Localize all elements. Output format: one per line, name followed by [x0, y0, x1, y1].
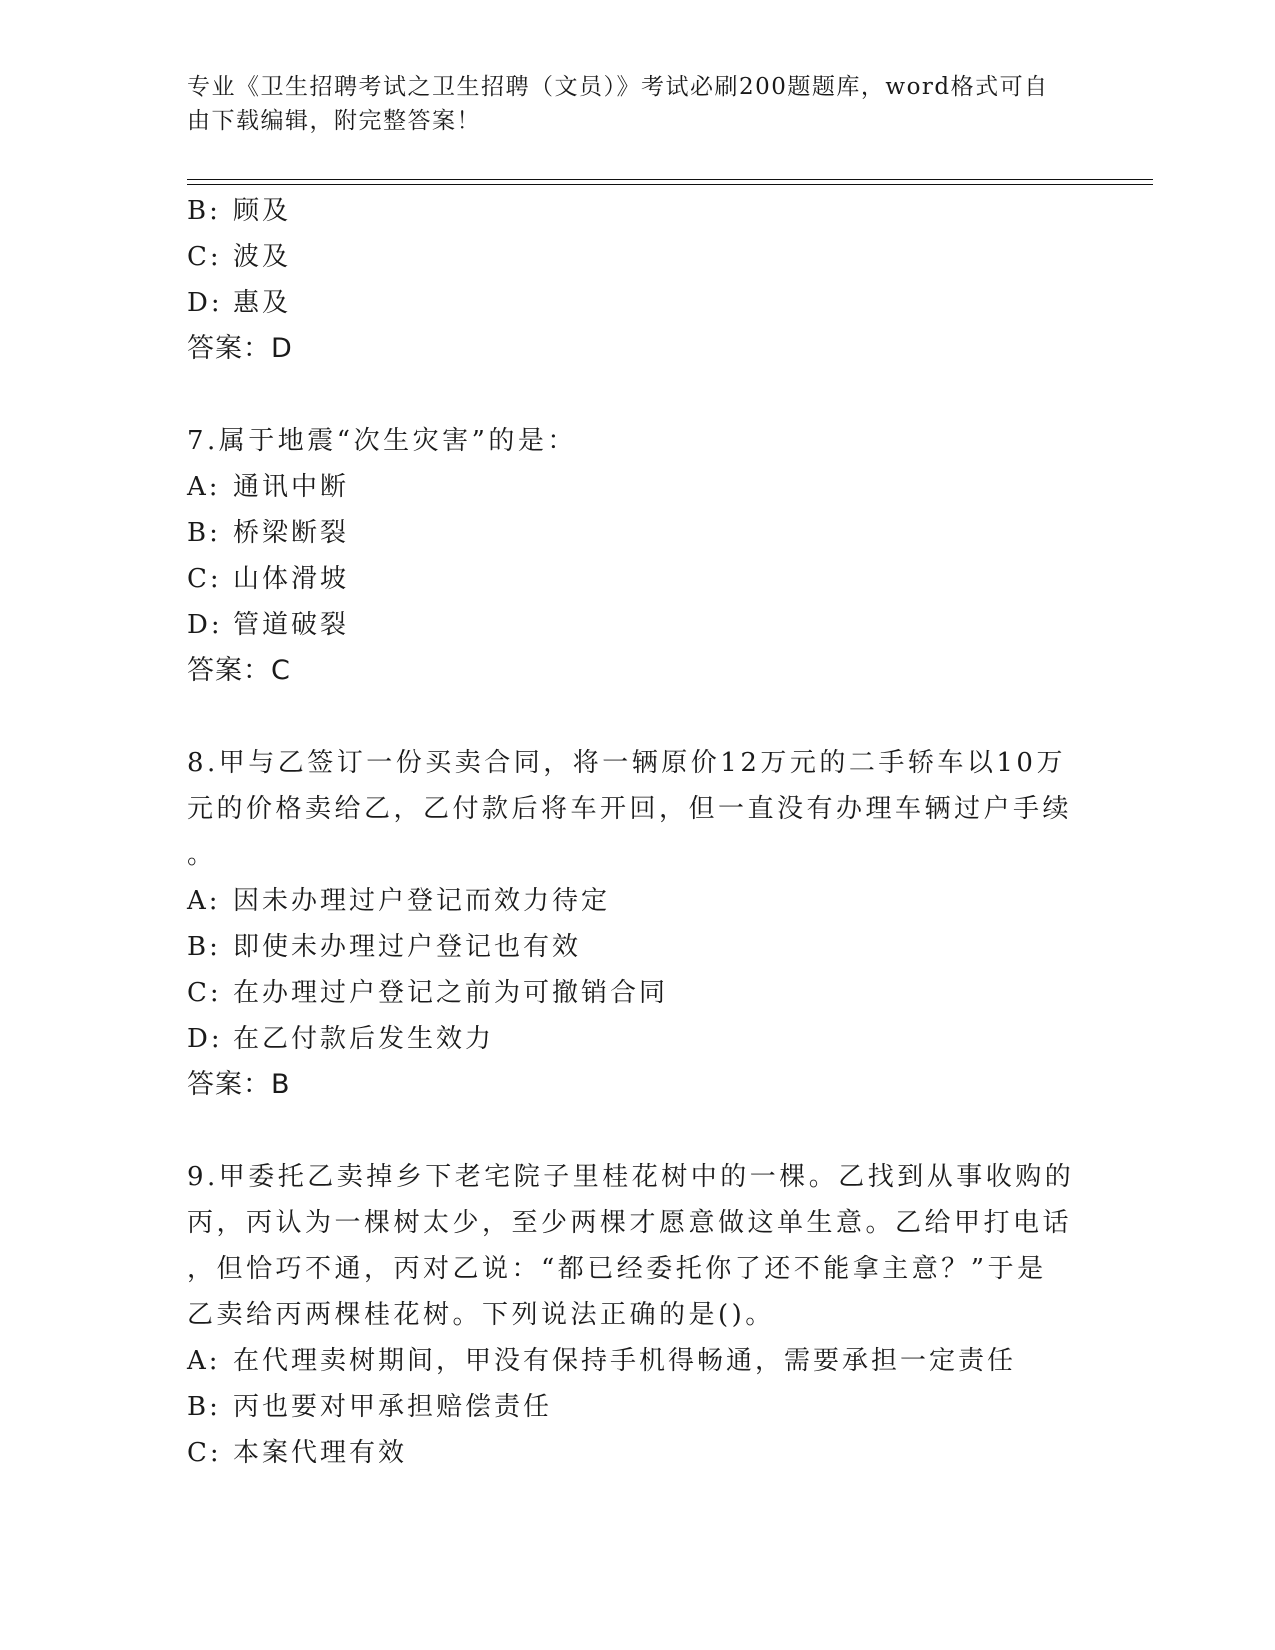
- question-9: [187, 1154, 1075, 1476]
- option-c: [187, 1430, 1067, 1476]
- question-stem: [187, 418, 1067, 464]
- option-text: 波及: [233, 242, 292, 272]
- option-letter: D:: [187, 610, 223, 640]
- question-gap: [187, 372, 1067, 418]
- option-letter: B:: [187, 932, 221, 962]
- option-c: [187, 234, 1067, 280]
- stem-line: 8.甲与乙签订一份买卖合同，将一辆原价12万元的二手轿车以10万: [187, 748, 1066, 778]
- stem-line: 。: [187, 840, 217, 870]
- header-line-2: 由下载编辑，附完整答案！: [187, 108, 481, 134]
- option-text: 在代理卖树期间，甲没有保持手机得畅通，需要承担一定责任: [233, 1346, 1017, 1376]
- answer-line: 答案：C: [187, 655, 291, 686]
- option-text: 丙也要对甲承担赔偿责任: [233, 1392, 553, 1422]
- answer-line: 答案：B: [187, 1069, 291, 1100]
- option-letter: C:: [187, 978, 222, 1008]
- option-b: [187, 924, 1067, 970]
- option-b: [187, 510, 1067, 556]
- header-line-1: 专业《卫生招聘考试之卫生招聘（文员）》考试必刷200题题库，word格式可自: [187, 74, 1049, 100]
- header-rule-top: [187, 179, 1153, 180]
- stem-line: 丙，丙认为一棵树太少，至少两棵才愿意做这单生意。乙给甲打电话: [187, 1208, 1073, 1238]
- option-letter: C:: [187, 242, 222, 272]
- option-a: [187, 1338, 1067, 1384]
- option-text: 桥梁断裂: [233, 518, 350, 548]
- option-c: [187, 970, 1067, 1016]
- question-gap: [187, 694, 1067, 740]
- option-d: [187, 602, 1067, 648]
- option-text: 管道破裂: [233, 610, 350, 640]
- option-letter: B:: [187, 196, 221, 226]
- question-stem: [187, 740, 1073, 878]
- option-text: 本案代理有效: [233, 1438, 408, 1468]
- option-letter: C:: [187, 564, 222, 594]
- option-text: 通讯中断: [233, 472, 350, 502]
- option-text: 因未办理过户登记而效力待定: [233, 886, 611, 916]
- answer-line: 答案：D: [187, 333, 293, 364]
- option-text: 惠及: [233, 288, 292, 318]
- stem-line: 乙卖给丙两棵桂花树。下列说法正确的是()。: [187, 1300, 775, 1330]
- question-gap: [187, 1108, 1067, 1154]
- question-7: [187, 418, 1067, 694]
- option-d: [187, 1016, 1067, 1062]
- option-text: 顾及: [233, 196, 292, 226]
- stem-line: 元的价格卖给乙，乙付款后将车开回，但一直没有办理车辆过户手续: [187, 794, 1073, 824]
- question-list: [187, 188, 1075, 1476]
- document-header: [187, 70, 1067, 138]
- question-8: [187, 740, 1073, 1108]
- stem-line: 9.甲委托乙卖掉乡下老宅院子里桂花树中的一棵。乙找到从事收购的: [187, 1162, 1075, 1192]
- option-letter: D:: [187, 288, 223, 318]
- header-rule-bottom: [187, 184, 1153, 185]
- option-letter: D:: [187, 1024, 223, 1054]
- option-letter: B:: [187, 518, 221, 548]
- question-6-tail: [187, 188, 1067, 372]
- option-d: [187, 280, 1067, 326]
- option-a: [187, 464, 1067, 510]
- option-c: [187, 556, 1067, 602]
- question-stem: [187, 1154, 1075, 1338]
- option-letter: A:: [187, 1346, 221, 1376]
- option-text: 在乙付款后发生效力: [233, 1024, 495, 1054]
- option-text: 山体滑坡: [233, 564, 350, 594]
- option-letter: B:: [187, 1392, 221, 1422]
- option-text: 在办理过户登记之前为可撤销合同: [233, 978, 669, 1008]
- option-b: [187, 188, 1067, 234]
- option-b: [187, 1384, 1067, 1430]
- option-letter: A:: [187, 472, 221, 502]
- option-letter: A:: [187, 886, 221, 916]
- option-a: [187, 878, 1067, 924]
- option-text: 即使未办理过户登记也有效: [233, 932, 582, 962]
- option-letter: C:: [187, 1438, 222, 1468]
- stem-line: ，但恰巧不通，丙对乙说：“都已经委托你了还不能拿主意？”于是: [187, 1254, 1047, 1284]
- stem-line: 7.属于地震“次生灾害”的是：: [187, 426, 577, 456]
